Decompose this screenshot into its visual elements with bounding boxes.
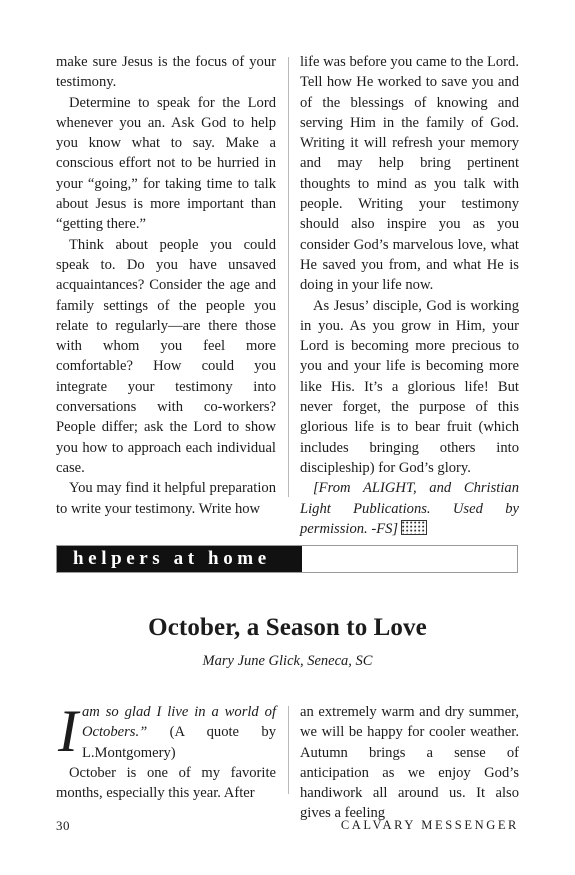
page-number: 30 xyxy=(56,818,70,833)
publication-name: CALVARY MESSENGER xyxy=(340,818,519,832)
end-mark-icon xyxy=(401,520,427,535)
article-title: October, a Season to Love xyxy=(148,614,427,641)
quote-attribution: (A quote by L.Montgomery) xyxy=(81,724,276,761)
top-left-column xyxy=(56,52,276,519)
paragraph: life was before you came to the Lord. Tell how He worked to save you and of the blessings of knowing and serving Him in the family of God. Writing it will refresh your memory and may help bring pertinent thoughts to mind as you talk with people. Writing your testimony should also inspire you as you consider God’s marvelous love, what He saved you from, and what He is doing in your life now. xyxy=(300,54,519,294)
article-left-column xyxy=(56,698,276,803)
paragraph: an extremely warm and dry summer, we will be happy for cooler weather. Autumn brings a sense of anticipation as we enjoy God’s handiwork all around us. It also gives a feeling xyxy=(300,704,519,822)
paragraph: October is one of my favorite months, especially this year. After xyxy=(56,764,276,802)
section-banner xyxy=(56,545,518,573)
paragraph: You may find it helpful preparation to write your testimony. Write how xyxy=(56,480,276,517)
credit-text: [From ALIGHT, and Christian Light Publications. Used by permission. -FS] xyxy=(300,480,519,537)
article-byline: Mary June Glick, Seneca, SC xyxy=(202,653,373,669)
column-divider xyxy=(288,57,289,497)
opening-quote: am so glad I live in a world of Octobers.” xyxy=(81,704,276,741)
credit-line xyxy=(300,478,519,539)
top-right-column xyxy=(300,52,519,539)
column-divider xyxy=(288,706,289,794)
paragraph: As Jesus’ disciple, God is working in you. As you grow in Him, your Lord is becoming more precious to you and your life is becoming more like His. It’s a glorious life! But never forget, the purpose of this glorious life is to bear fruit (which includes bringing others into discipleship) for God’s glory. xyxy=(300,297,519,476)
paragraph: Think about people you could speak to. Do you have unsaved acquaintances? Consider the age and family settings of the people you relate to regularly—are there those with whom you feel more comfortable? How could you integrate your testimony into conversations with co-workers? People differ; ask the Lord to show you how to approach each individual case. xyxy=(56,236,276,476)
opening-paragraph xyxy=(56,698,276,764)
paragraph: Determine to speak for the Lord whenever you an. Ask God to help you know what to say. Make a conscious effort not to be hurried in your “going,” for taking time to talk about Jesus is more important than “getting there.” xyxy=(56,94,276,233)
article-right-column xyxy=(300,702,519,824)
paragraph: make sure Jesus is the focus of your testimony. xyxy=(56,54,276,91)
section-label: helpers at home xyxy=(57,546,302,572)
drop-cap: I xyxy=(58,698,78,764)
